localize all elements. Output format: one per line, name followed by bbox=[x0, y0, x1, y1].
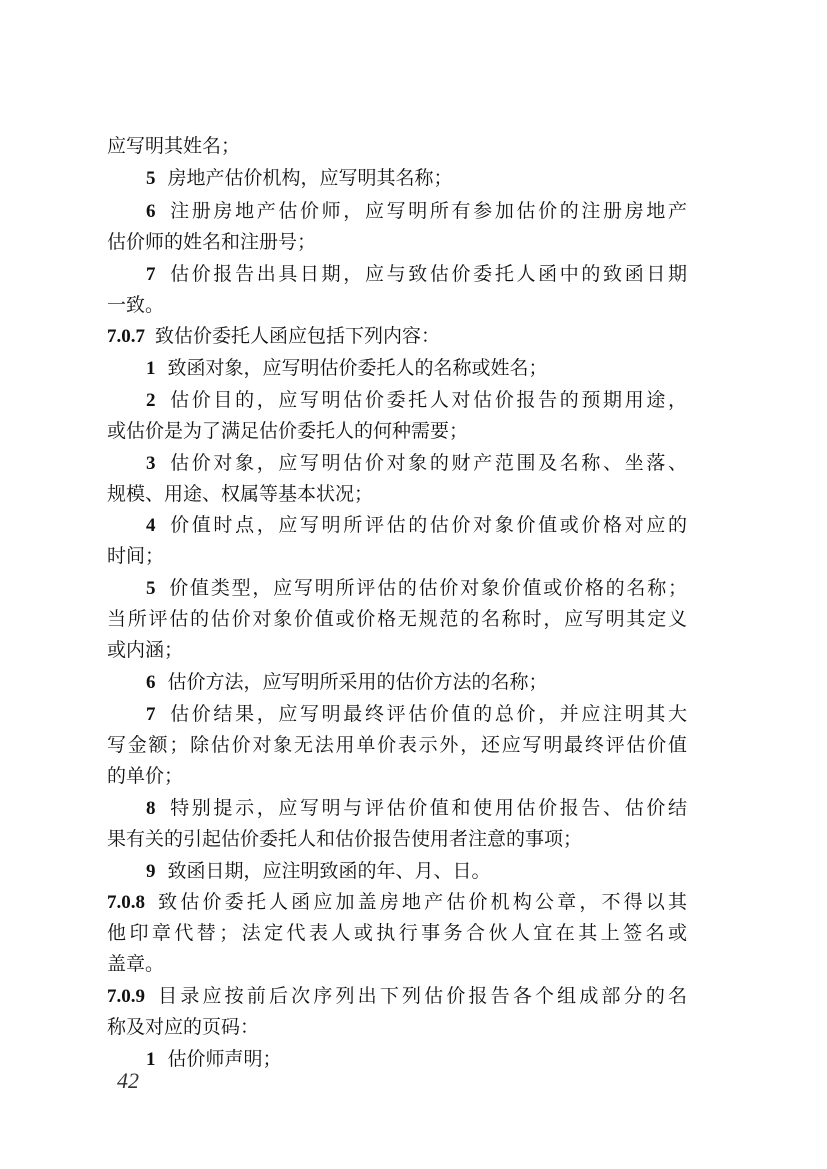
text-line: 的单价； bbox=[107, 765, 184, 787]
list-item: 7 估价报告出具日期，应与致估价委托人函中的致函日期 bbox=[146, 263, 687, 285]
text-line: 称及对应的页码： bbox=[107, 1016, 260, 1038]
item-number: 7 bbox=[146, 264, 156, 285]
section-number: 7.0.7 bbox=[107, 326, 145, 347]
list-item: 6 估价方法，应写明所采用的估价方法的名称； bbox=[146, 671, 548, 693]
item-number: 1 bbox=[146, 358, 156, 379]
item-number: 3 bbox=[146, 453, 156, 474]
list-item: 2 估价目的，应写明估价委托人对估价报告的预期用途， bbox=[146, 389, 687, 411]
text-line: 时间； bbox=[107, 545, 165, 567]
item-number: 8 bbox=[146, 798, 156, 819]
item-number: 5 bbox=[146, 578, 156, 599]
list-item: 7 估价结果，应写明最终评估价值的总价，并应注明其大 bbox=[146, 703, 687, 725]
section-line: 7.0.9 目录应按前后次序列出下列估价报告各个组成部分的名 bbox=[107, 985, 687, 1007]
text-line: 一致。 bbox=[107, 294, 165, 316]
item-number: 7 bbox=[146, 704, 156, 725]
list-item: 4 价值时点，应写明所评估的估价对象价值或价格对应的 bbox=[146, 514, 687, 536]
item-number: 5 bbox=[146, 168, 156, 189]
section-line: 7.0.8 致估价委托人函应加盖房地产估价机构公章，不得以其 bbox=[107, 891, 687, 913]
list-item: 3 估价对象，应写明估价对象的财产范围及名称、坐落、 bbox=[146, 452, 687, 474]
list-item: 5 房地产估价机构，应写明其名称； bbox=[146, 167, 453, 189]
item-number: 2 bbox=[146, 390, 156, 411]
text-line: 写金额；除估价对象无法用单价表示外，还应写明最终评估价值 bbox=[107, 734, 687, 756]
page-number: 42 bbox=[117, 1068, 139, 1093]
section-line: 7.0.7 致估价委托人函应包括下列内容： bbox=[107, 325, 441, 347]
item-number: 4 bbox=[146, 515, 156, 536]
text-line: 他印章代替；法定代表人或执行事务合伙人宜在其上签名或 bbox=[107, 922, 687, 944]
text-line: 或估价是为了满足估价委托人的何种需要； bbox=[107, 420, 469, 442]
text-line: 估价师的姓名和注册号； bbox=[107, 231, 317, 253]
item-number: 6 bbox=[146, 672, 156, 693]
list-item: 1 致函对象，应写明估价委托人的名称或姓名； bbox=[146, 357, 548, 379]
item-number: 6 bbox=[146, 201, 156, 222]
list-item: 8 特别提示，应写明与评估价值和使用估价报告、估价结 bbox=[146, 797, 687, 819]
text-line: 盖章。 bbox=[107, 953, 165, 975]
text-line: 规模、用途、权属等基本状况； bbox=[107, 483, 374, 505]
text-line: 果有关的引起估价委托人和估价报告使用者注意的事项； bbox=[107, 828, 583, 850]
section-number: 7.0.8 bbox=[107, 892, 145, 913]
list-item: 9 致函日期，应注明致函的年、月、日。 bbox=[146, 860, 491, 882]
section-number: 7.0.9 bbox=[107, 986, 145, 1007]
item-number: 9 bbox=[146, 861, 156, 882]
text-line: 当所评估的估价对象价值或价格无规范的名称时，应写明其定义 bbox=[107, 608, 687, 630]
list-item: 5 价值类型，应写明所评估的估价对象价值或价格的名称； bbox=[146, 577, 687, 599]
text-line: 或内涵； bbox=[107, 639, 184, 661]
list-item: 6 注册房地产估价师，应写明所有参加估价的注册房地产 bbox=[146, 200, 687, 222]
item-number: 1 bbox=[146, 1049, 156, 1070]
text-line: 应写明其姓名； bbox=[107, 135, 241, 157]
list-item: 1 估价师声明； bbox=[146, 1048, 282, 1070]
